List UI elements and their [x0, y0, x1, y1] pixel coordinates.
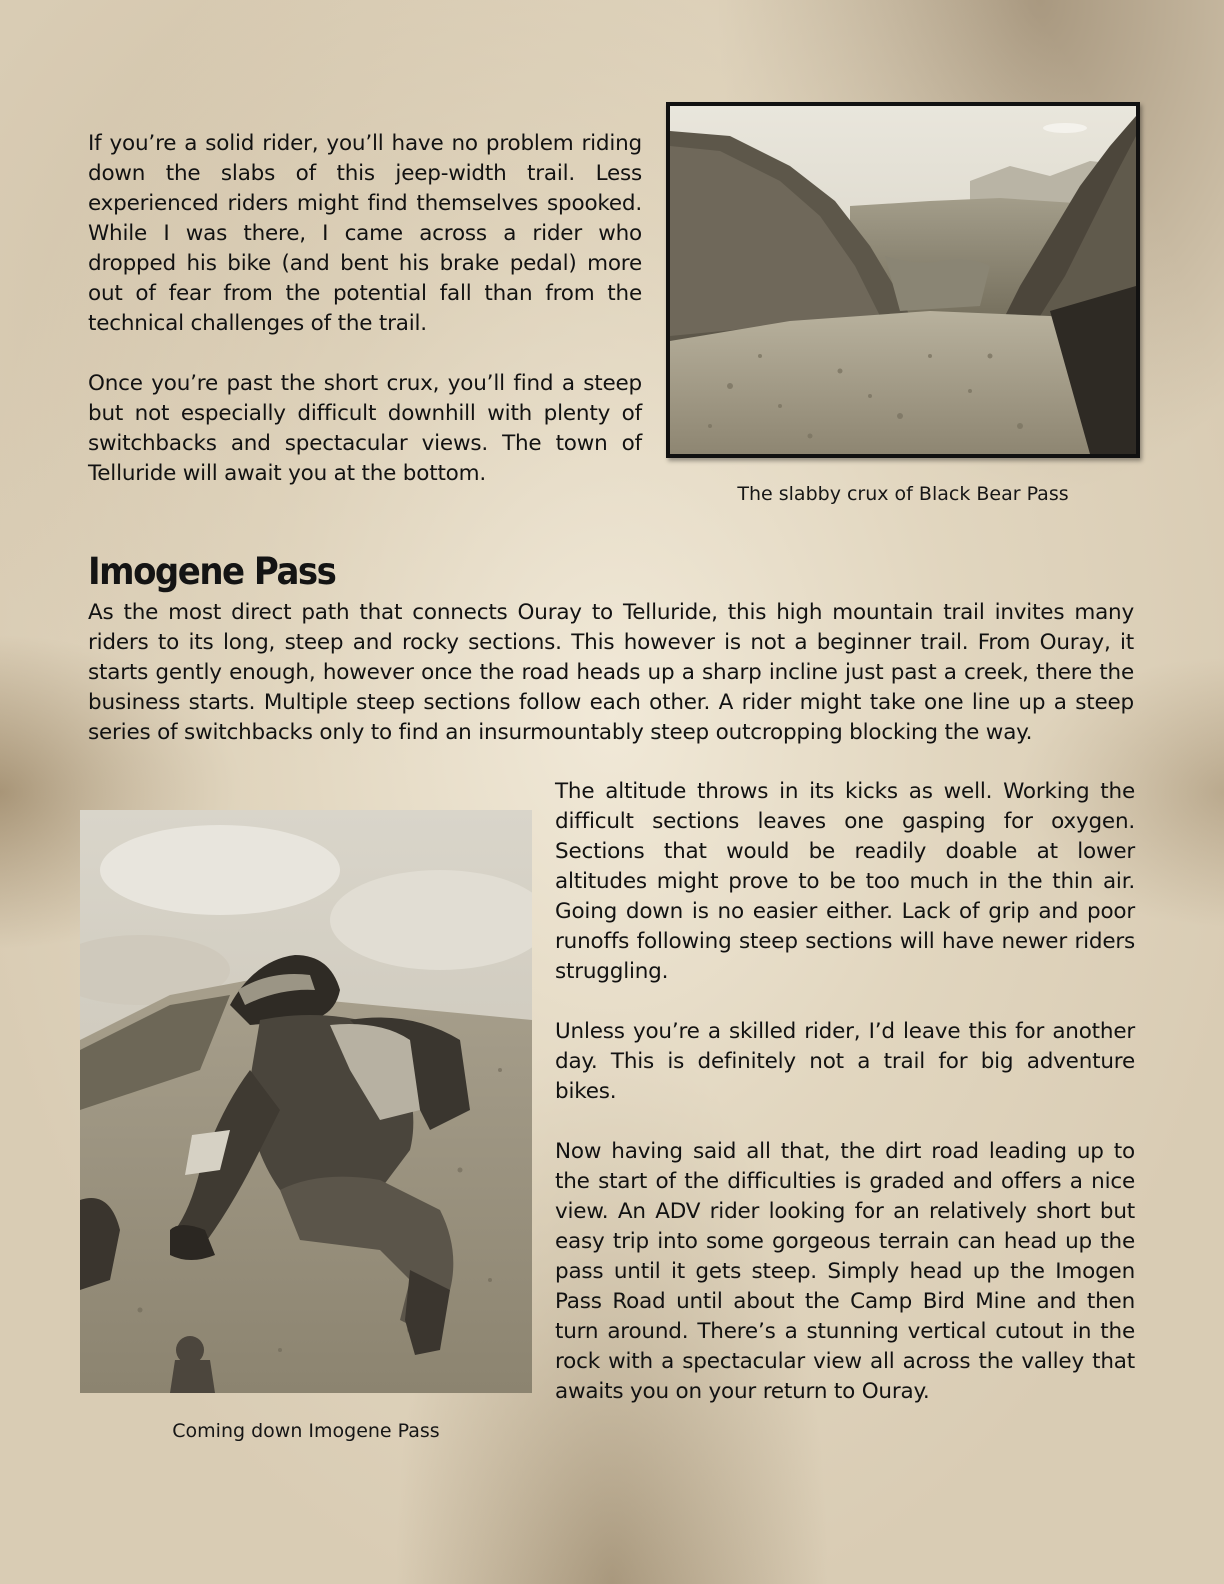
section-heading-imogene: Imogene Pass	[88, 550, 336, 594]
paragraph-adv-route: Now having said all that, the dirt road leading up to the start of the difficulties is graded and offers a nice view. An ADV rider looking for an relatively short but easy trip into some gorgeous terrain can head up the pass until it gets steep. Simply head up the Imogen Pass Road until about the Camp Bird Mine and then turn around. There’s a stunning vertical cutout in the rock with a spectacular view all across the valley that awaits you on your return to Ouray.	[555, 1139, 1135, 1404]
figure-caption-imogene: Coming down Imogene Pass	[172, 1420, 440, 1442]
imogene-intro-block	[88, 598, 1134, 748]
paragraph-altitude: The altitude throws in its kicks as well. Working the difficult sections leaves one gasping for oxygen. Sections that would be readily doable at lower altitudes might prove to be too much in the thin air. Going down is no easier either. Lack of grip and poor runoffs following steep sections will have newer riders struggling.	[555, 779, 1135, 984]
black-bear-pass-photo	[666, 102, 1140, 458]
paragraph-imogene-intro: As the most direct path that connects Ouray to Telluride, this high mountain trail invites many riders to its long, steep and rocky sections. This however is not a beginner trail. From Ouray, it starts gently enough, however once the road heads up a sharp incline just past a creek, there the business starts. Multiple steep sections follow each other. A rider might take one line up a steep series of switchbacks only to find an insurmountably steep outcropping blocking the way.	[88, 600, 1134, 745]
rider-descending-image	[80, 810, 532, 1393]
valley-landscape-image	[670, 106, 1136, 454]
figure-caption-black-bear: The slabby crux of Black Bear Pass	[737, 483, 1069, 505]
imogene-rider-photo	[80, 810, 532, 1393]
imogene-detail-block	[555, 777, 1135, 1407]
paragraph-slabs: If you’re a solid rider, you’ll have no problem riding down the slabs of this jeep-width trail. Less experienced riders might find themselves spooked. While I was there, I came across a rider who dropped his bike (and bent his brake pedal) more out of fear from the potential fall than from the technical challenges of the trail.	[88, 131, 642, 336]
paragraph-crux: Once you’re past the short crux, you’ll find a steep but not especially difficult downhill with plenty of switchbacks and spectacular views. The town of Telluride will await you at the bottom.	[88, 371, 642, 486]
intro-text-block	[88, 129, 642, 489]
paragraph-skilled-rider: Unless you’re a skilled rider, I’d leave this for another day. This is definitely not a trail for big adventure bikes.	[555, 1019, 1135, 1104]
